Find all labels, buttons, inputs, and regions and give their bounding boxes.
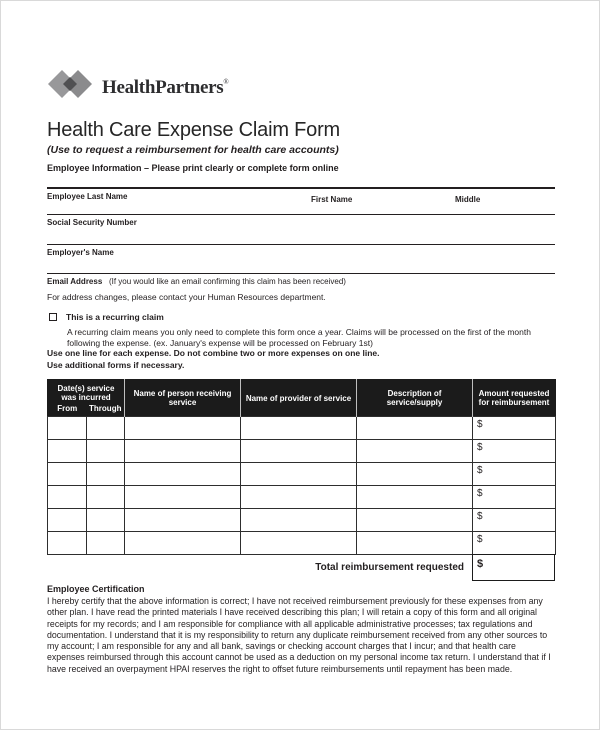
person-cell[interactable] — [125, 463, 241, 486]
healthpartners-diamonds-icon — [47, 65, 93, 110]
name-field-line[interactable] — [47, 187, 555, 209]
employee-info-section-header: Employee Information – Please print clearly or complete form online — [47, 163, 339, 173]
person-column-header: Name of person receiving service — [125, 380, 241, 417]
brand-header — [47, 65, 555, 110]
through-cell[interactable] — [87, 509, 125, 532]
table-row — [48, 509, 556, 532]
recurring-claim-checkbox[interactable] — [49, 313, 57, 321]
provider-cell[interactable] — [241, 417, 357, 440]
recurring-claim-block — [47, 307, 555, 349]
total-reimbursement-label: Total reimbursement requested — [315, 562, 464, 573]
provider-cell[interactable] — [241, 440, 357, 463]
from-cell[interactable] — [48, 440, 87, 463]
dates-column-header: Date(s) service was incurred — [48, 380, 125, 405]
person-cell[interactable] — [125, 532, 241, 555]
amount-cell[interactable] — [473, 417, 556, 440]
certification-text: I hereby certify that the above information is correct; I have not received reimbursement previously for these expenses from any other plan. I have read the printed materials I have received describing this plan; I will retain a copy of this form and all original receipts for my records; and I am responsible for compliance with all applicable administrative processes; tax regulations and documentation. I understand that it is my responsibility to return any duplicate reimbursement received from any other sources to my account; I am responsible for any and all bank, savings or checking account charges that I incur; and that health care expenses reimbursed through this account cannot be used as a deduction on my personal income tax return. I understand that if I have received an overpayment HPAI reserves the right to offset future reimbursements until repayment has been made. — [47, 596, 551, 674]
person-cell[interactable] — [125, 440, 241, 463]
provider-cell[interactable] — [241, 463, 357, 486]
total-amount-cell[interactable] — [472, 554, 555, 581]
description-cell[interactable] — [357, 509, 473, 532]
email-field-line[interactable] — [47, 273, 555, 286]
page-title: Health Care Expense Claim Form — [47, 119, 340, 141]
email-label: Email Address — [47, 277, 103, 286]
last-name-label: Employee Last Name — [47, 192, 128, 201]
certification-header: Employee Certification — [47, 584, 145, 594]
dollar-sign: $ — [477, 511, 483, 522]
instruction-line-2: Use additional forms if necessary. — [47, 359, 185, 370]
dollar-sign: $ — [477, 488, 483, 499]
through-cell[interactable] — [87, 463, 125, 486]
table-row — [48, 486, 556, 509]
provider-cell[interactable] — [241, 509, 357, 532]
description-cell[interactable] — [357, 417, 473, 440]
amount-cell[interactable] — [473, 532, 556, 555]
total-row — [47, 554, 555, 581]
employer-field-line[interactable] — [47, 244, 555, 257]
provider-column-header: Name of provider of service — [241, 380, 357, 417]
amount-cell[interactable] — [473, 463, 556, 486]
from-cell[interactable] — [48, 463, 87, 486]
expense-instructions — [47, 348, 555, 371]
dollar-sign: $ — [477, 558, 484, 570]
brand-name: HealthPartners® — [102, 76, 229, 98]
middle-name-label: Middle — [455, 195, 481, 204]
from-cell[interactable] — [48, 417, 87, 440]
instruction-line-1: Use one line for each expense. Do not combine two or more expenses on one line. — [47, 348, 380, 358]
through-cell[interactable] — [87, 440, 125, 463]
ssn-label: Social Security Number — [47, 218, 137, 227]
table-row — [48, 417, 556, 440]
table-row — [48, 440, 556, 463]
description-cell[interactable] — [357, 532, 473, 555]
from-cell[interactable] — [48, 532, 87, 555]
page-subtitle: (Use to request a reimbursement for health care accounts) — [47, 144, 339, 156]
person-cell[interactable] — [125, 509, 241, 532]
employer-label: Employer's Name — [47, 248, 114, 257]
table-row — [48, 532, 556, 555]
recurring-claim-description: A recurring claim means you only need to complete this form once a year. Claims will be processed on the first of the month following the expense. (ex. January's expense will be processed on February 1st) — [67, 327, 531, 348]
through-cell[interactable] — [87, 532, 125, 555]
registered-mark: ® — [223, 77, 229, 86]
address-change-note: For address changes, please contact your Human Resources department. — [47, 292, 326, 302]
first-name-label: First Name — [311, 195, 353, 204]
expense-table — [47, 379, 555, 555]
recurring-claim-label: This is a recurring claim — [66, 312, 164, 322]
from-cell[interactable] — [48, 509, 87, 532]
dollar-sign: $ — [477, 442, 483, 453]
dollar-sign: $ — [477, 534, 483, 545]
through-cell[interactable] — [87, 417, 125, 440]
from-cell[interactable] — [48, 486, 87, 509]
through-cell[interactable] — [87, 486, 125, 509]
person-cell[interactable] — [125, 486, 241, 509]
dollar-sign: $ — [477, 419, 483, 430]
ssn-field-line[interactable] — [47, 214, 555, 227]
through-column-header: Through — [87, 404, 125, 417]
email-note: (If you would like an email confirming this claim has been received) — [108, 277, 346, 286]
amount-cell[interactable] — [473, 440, 556, 463]
description-column-header: Description of service/supply — [357, 380, 473, 417]
description-cell[interactable] — [357, 486, 473, 509]
table-row — [48, 463, 556, 486]
amount-column-header: Amount requested for reimbursement — [473, 380, 556, 417]
provider-cell[interactable] — [241, 486, 357, 509]
amount-cell[interactable] — [473, 486, 556, 509]
person-cell[interactable] — [125, 417, 241, 440]
provider-cell[interactable] — [241, 532, 357, 555]
amount-cell[interactable] — [473, 509, 556, 532]
description-cell[interactable] — [357, 463, 473, 486]
dollar-sign: $ — [477, 465, 483, 476]
from-column-header: From — [48, 404, 87, 417]
description-cell[interactable] — [357, 440, 473, 463]
